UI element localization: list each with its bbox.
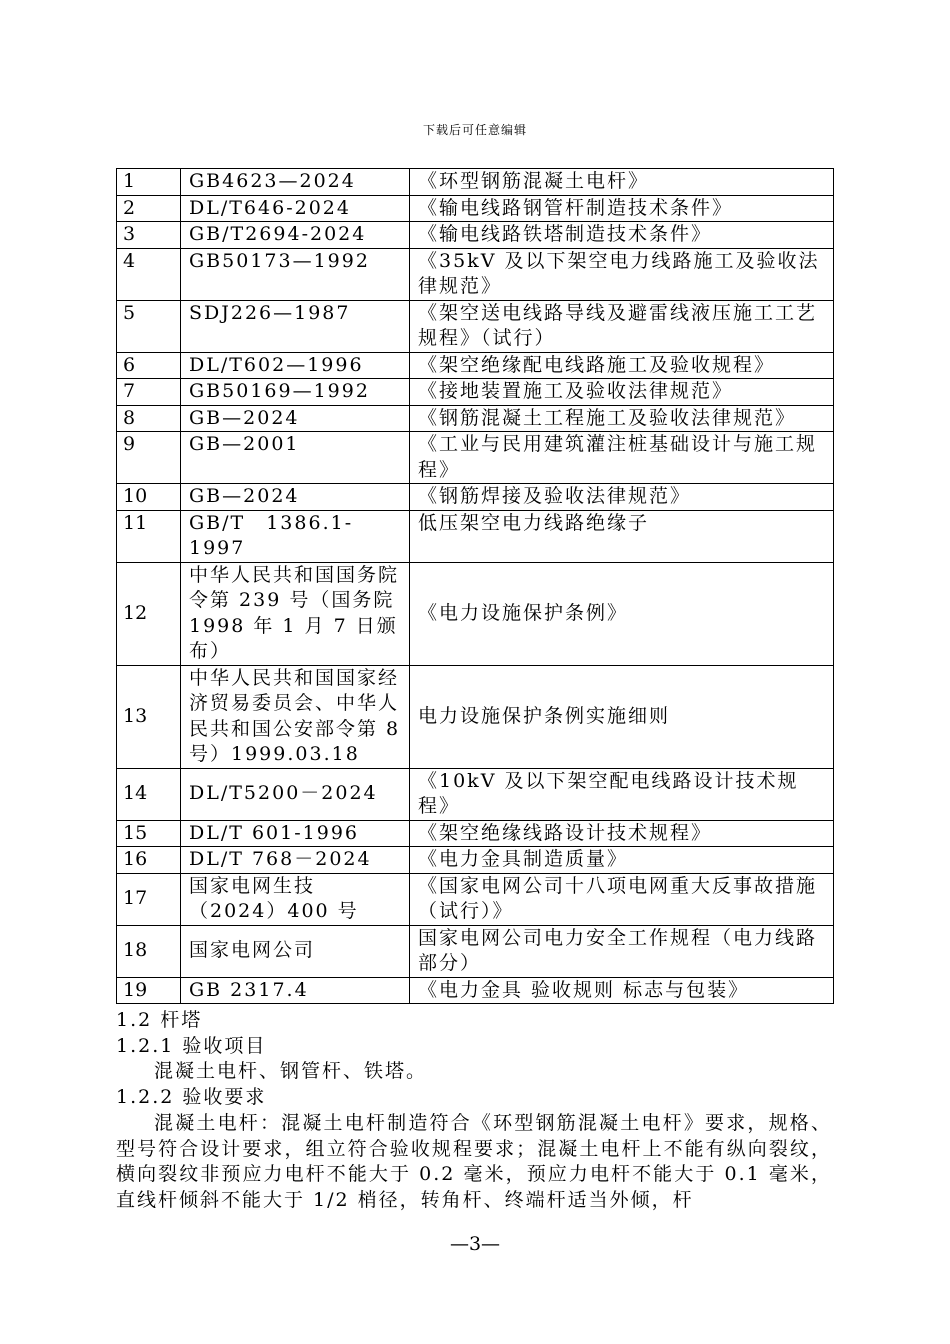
standard-code: SDJ226—1987	[181, 300, 410, 352]
standard-code: 国家电网公司	[181, 925, 410, 977]
standard-code: DL/T646-2024	[181, 195, 410, 222]
table-row	[117, 169, 834, 196]
row-number: 1	[117, 169, 181, 196]
row-number: 8	[117, 405, 181, 432]
standard-code: GB—2001	[181, 432, 410, 484]
row-number: 9	[117, 432, 181, 484]
table-row	[117, 432, 834, 484]
table-row	[117, 352, 834, 379]
row-number: 11	[117, 510, 181, 562]
table-row	[117, 820, 834, 847]
table-row	[117, 665, 834, 768]
standard-code: GB50169—1992	[181, 379, 410, 406]
standard-code: 国家电网生技（2024）400 号	[181, 873, 410, 925]
table-row	[117, 768, 834, 820]
table-row	[117, 248, 834, 300]
standard-title: 《接地装置施工及验收法律规范》	[410, 379, 834, 406]
section-body-1-2-1: 混凝土电杆、钢管杆、铁塔。	[154, 1060, 428, 1083]
row-number: 15	[117, 820, 181, 847]
standard-title: 国家电网公司电力安全工作规程（电力线路部分）	[410, 925, 834, 977]
standard-code: GB/T 1386.1-1997	[181, 510, 410, 562]
standard-title: 《10kV 及以下架空配电线路设计技术规程》	[410, 768, 834, 820]
table-row	[117, 510, 834, 562]
standard-code: DL/T5200－2024	[181, 768, 410, 820]
table-row	[117, 405, 834, 432]
row-number: 6	[117, 352, 181, 379]
standard-title: 低压架空电力线路绝缘子	[410, 510, 834, 562]
standard-code: 中华人民共和国国务院令第 239 号（国务院 1998 年 1 月 7 日颁布）	[181, 562, 410, 665]
table-row	[117, 925, 834, 977]
row-number: 4	[117, 248, 181, 300]
standard-title: 《架空送电线路导线及避雷线液压施工工艺规程》（试行）	[410, 300, 834, 352]
standards-table	[116, 168, 834, 1004]
standard-title: 《电力金具 验收规则 标志与包装》	[410, 977, 834, 1004]
row-number: 2	[117, 195, 181, 222]
row-number: 5	[117, 300, 181, 352]
standard-code: GB/T2694-2024	[181, 222, 410, 249]
standard-code: GB 2317.4	[181, 977, 410, 1004]
section-body-1-2-2: 混凝土电杆：混凝土电杆制造符合《环型钢筋混凝土电杆》要求，规格、型号符合设计要求，组立符合验收规程要求；混凝土电杆上不能有纵向裂纹，横向裂纹非预应力电杆不能大于 0.2 毫米，预应力电杆不能大于 0.1 毫米，直线杆倾斜不能大于 1/2 梢径，转角杆、终端杆适当外倾，杆	[116, 1111, 832, 1211]
page-number: —3—	[449, 1233, 501, 1255]
standard-title: 《电力设施保护条例》	[410, 562, 834, 665]
standard-code: DL/T 768－2024	[181, 847, 410, 874]
page-header: 下载后可任意编辑	[422, 123, 527, 137]
standard-code: GB50173—1992	[181, 248, 410, 300]
standard-code: GB4623—2024	[181, 169, 410, 196]
standard-title: 电力设施保护条例实施细则	[410, 665, 834, 768]
table-row	[117, 847, 834, 874]
section-heading-1-2-2: 1.2.2 验收要求	[116, 1086, 267, 1109]
row-number: 7	[117, 379, 181, 406]
table-row	[117, 300, 834, 352]
row-number: 19	[117, 977, 181, 1004]
standard-title: 《输电线路钢管杆制造技术条件》	[410, 195, 834, 222]
standard-code: 中华人民共和国国家经济贸易委员会、中华人民共和国公安部令第 8 号）1999.03.18	[181, 665, 410, 768]
standard-title: 《35kV 及以下架空电力线路施工及验收法律规范》	[410, 248, 834, 300]
row-number: 10	[117, 484, 181, 511]
standard-title: 《钢筋混凝土工程施工及验收法律规范》	[410, 405, 834, 432]
standard-code: GB—2024	[181, 405, 410, 432]
row-number: 18	[117, 925, 181, 977]
table-row	[117, 222, 834, 249]
standard-title: 《输电线路铁塔制造技术条件》	[410, 222, 834, 249]
body-text	[116, 1008, 832, 1214]
table-row	[117, 379, 834, 406]
row-number: 13	[117, 665, 181, 768]
row-number: 17	[117, 873, 181, 925]
standard-title: 《架空绝缘配电线路施工及验收规程》	[410, 352, 834, 379]
table-row	[117, 977, 834, 1004]
row-number: 3	[117, 222, 181, 249]
row-number: 16	[117, 847, 181, 874]
row-number: 12	[117, 562, 181, 665]
table-row	[117, 484, 834, 511]
standard-code: DL/T602—1996	[181, 352, 410, 379]
standard-title: 《架空绝缘线路设计技术规程》	[410, 820, 834, 847]
standard-title: 《工业与民用建筑灌注桩基础设计与施工规程》	[410, 432, 834, 484]
table-row	[117, 562, 834, 665]
standard-code: GB—2024	[181, 484, 410, 511]
table-row	[117, 195, 834, 222]
section-heading-1-2-1: 1.2.1 验收项目	[116, 1034, 267, 1057]
standard-title: 《钢筋焊接及验收法律规范》	[410, 484, 834, 511]
standard-title: 《环型钢筋混凝土电杆》	[410, 169, 834, 196]
table-row	[117, 873, 834, 925]
standard-title: 《电力金具制造质量》	[410, 847, 834, 874]
row-number: 14	[117, 768, 181, 820]
standard-code: DL/T 601-1996	[181, 820, 410, 847]
standard-title: 《国家电网公司十八项电网重大反事故措施（试行）》	[410, 873, 834, 925]
section-heading-1-2: 1.2 杆塔	[116, 1009, 203, 1031]
